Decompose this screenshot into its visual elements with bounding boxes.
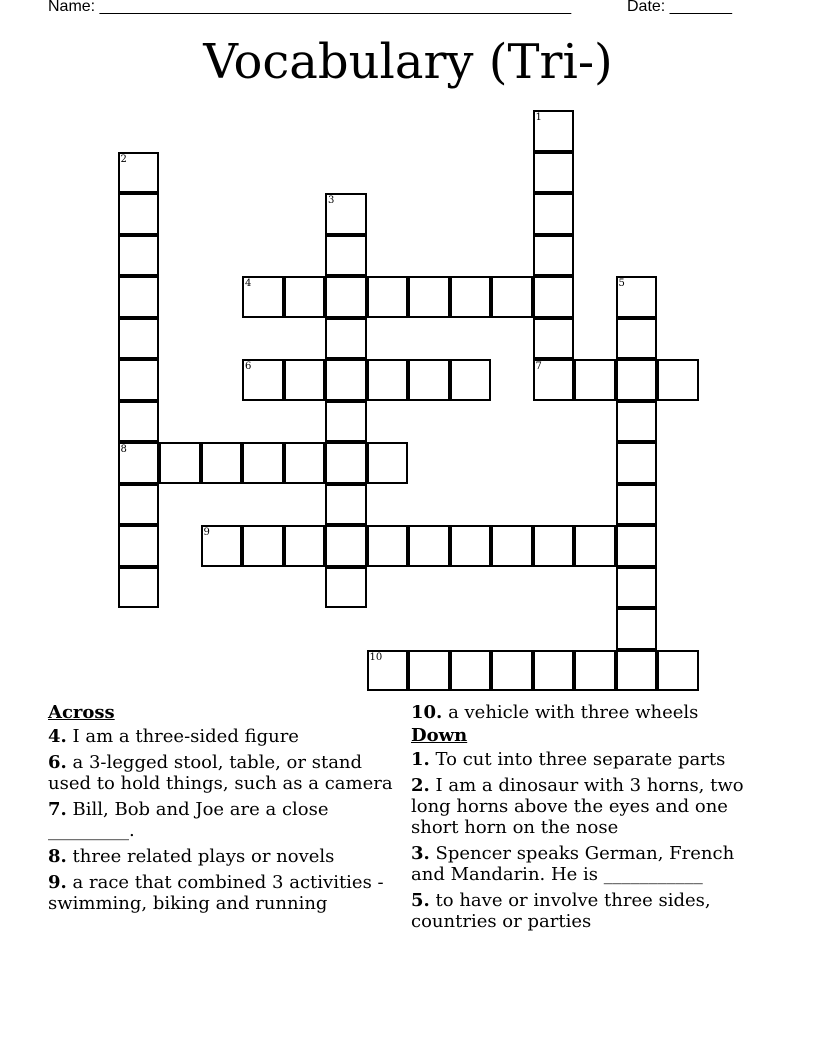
clue-number: 2. <box>411 775 430 796</box>
clue-number-label: 2 <box>120 153 127 165</box>
crossword-cell[interactable] <box>533 110 575 152</box>
crossword-cell[interactable] <box>242 525 284 567</box>
crossword-cell[interactable] <box>408 359 450 401</box>
crossword-cell[interactable] <box>325 318 367 360</box>
crossword-cell[interactable] <box>367 650 409 692</box>
clue-number-label: 10 <box>369 651 383 663</box>
crossword-cell[interactable] <box>408 650 450 692</box>
crossword-cell[interactable] <box>616 318 658 360</box>
clue-across-6 <box>48 752 403 794</box>
clue-text: To cut into three separate parts <box>435 749 726 770</box>
clue-text: Bill, Bob and Joe are a close _________. <box>48 799 329 841</box>
crossword-cell[interactable] <box>242 442 284 484</box>
crossword-cell[interactable] <box>118 152 160 194</box>
clue-across-4 <box>48 726 403 747</box>
crossword-cell[interactable] <box>118 193 160 235</box>
crossword-cell[interactable] <box>491 276 533 318</box>
crossword-cell[interactable] <box>201 525 243 567</box>
clue-number: 1. <box>411 749 430 770</box>
clue-number: 7. <box>48 799 67 820</box>
crossword-cell[interactable] <box>533 318 575 360</box>
clue-text: I am a three-sided figure <box>72 726 299 747</box>
clue-number: 4. <box>48 726 67 747</box>
clue-text: Spencer speaks German, French and Mandarin. He is ___________ <box>411 843 735 885</box>
crossword-cell[interactable] <box>118 525 160 567</box>
clues-right-column <box>411 702 771 937</box>
clues-left-column <box>48 702 403 919</box>
clue-number-label: 4 <box>245 278 252 289</box>
crossword-cell[interactable] <box>491 525 533 567</box>
crossword-cell[interactable] <box>325 525 367 567</box>
down-heading: Down <box>411 725 468 746</box>
crossword-cell[interactable] <box>616 608 658 650</box>
crossword-cell[interactable] <box>284 276 326 318</box>
clue-text: a vehicle with three wheels <box>448 702 699 723</box>
clue-across-8 <box>48 846 403 867</box>
clue-text: a 3-legged stool, table, or stand used to hold things, such as a camera <box>48 752 393 794</box>
page-title: Vocabulary (Tri-) <box>203 34 613 90</box>
clue-number: 5. <box>411 890 430 911</box>
crossword-cell[interactable] <box>533 152 575 194</box>
crossword-cell[interactable] <box>325 359 367 401</box>
crossword-cell[interactable] <box>367 442 409 484</box>
clue-number-label: 8 <box>120 444 127 455</box>
clue-number: 8. <box>48 846 67 867</box>
clue-down-1 <box>411 749 771 770</box>
crossword-cell[interactable] <box>367 525 409 567</box>
crossword-cell[interactable] <box>325 484 367 526</box>
crossword-cell[interactable] <box>242 276 284 318</box>
crossword-cell[interactable] <box>574 359 616 401</box>
date-field-label: Date: _______ <box>627 0 732 15</box>
crossword-cell[interactable] <box>657 359 699 401</box>
clue-down-2 <box>411 775 771 838</box>
crossword-cell[interactable] <box>284 442 326 484</box>
crossword-cell[interactable] <box>325 235 367 277</box>
crossword-cell[interactable] <box>533 650 575 692</box>
clue-number: 9. <box>48 872 67 893</box>
clue-down-5 <box>411 890 771 932</box>
clue-text: to have or involve three sides, countries or parties <box>411 890 711 932</box>
crossword-cell[interactable] <box>325 276 367 318</box>
crossword-cell[interactable] <box>616 359 658 401</box>
crossword-cell[interactable] <box>533 276 575 318</box>
crossword-cell[interactable] <box>616 650 658 692</box>
across-heading: Across <box>48 702 115 723</box>
crossword-cell[interactable] <box>533 193 575 235</box>
clue-across-10 <box>411 702 771 723</box>
crossword-cell[interactable] <box>159 442 201 484</box>
crossword-cell[interactable] <box>242 359 284 401</box>
clue-number-label: 6 <box>245 361 252 372</box>
clue-across-9 <box>48 872 403 914</box>
crossword-cell[interactable] <box>450 650 492 692</box>
crossword-cell[interactable] <box>325 401 367 443</box>
clue-text: a race that combined 3 activities - swimming, biking and running <box>48 872 384 914</box>
crossword-cell[interactable] <box>616 567 658 609</box>
clue-number-label: 7 <box>535 361 542 372</box>
crossword-cell[interactable] <box>450 359 492 401</box>
clue-text: three related plays or novels <box>72 846 335 867</box>
crossword-cell[interactable] <box>118 442 160 484</box>
crossword-cell[interactable] <box>533 525 575 567</box>
clue-number: 3. <box>411 843 430 864</box>
crossword-cell[interactable] <box>118 567 160 609</box>
clue-number-label: 5 <box>618 278 625 289</box>
crossword-cell[interactable] <box>616 525 658 567</box>
crossword-cell[interactable] <box>367 359 409 401</box>
clue-number-label: 3 <box>328 195 335 206</box>
crossword-cell[interactable] <box>118 235 160 277</box>
crossword-cell[interactable] <box>616 401 658 443</box>
crossword-cell[interactable] <box>325 567 367 609</box>
crossword-cell[interactable] <box>574 650 616 692</box>
crossword-cell[interactable] <box>408 525 450 567</box>
clue-number: 10. <box>411 702 443 723</box>
crossword-cell[interactable] <box>118 401 160 443</box>
crossword-cell[interactable] <box>284 359 326 401</box>
crossword-cell[interactable] <box>118 484 160 526</box>
crossword-cell[interactable] <box>118 276 160 318</box>
crossword-cell[interactable] <box>533 235 575 277</box>
crossword-cell[interactable] <box>657 650 699 692</box>
crossword-cell[interactable] <box>201 442 243 484</box>
clue-number-label: 1 <box>535 112 542 123</box>
name-field-label: Name: _____________________________________________________ <box>48 0 572 15</box>
crossword-cell[interactable] <box>367 276 409 318</box>
crossword-cell[interactable] <box>616 442 658 484</box>
crossword-cell[interactable] <box>450 276 492 318</box>
crossword-cell[interactable] <box>533 359 575 401</box>
clue-number: 6. <box>48 752 67 773</box>
crossword-cell[interactable] <box>616 276 658 318</box>
crossword-cell[interactable] <box>450 525 492 567</box>
clue-across-7 <box>48 799 403 841</box>
crossword-cell[interactable] <box>325 442 367 484</box>
crossword-cell[interactable] <box>408 276 450 318</box>
crossword-cell[interactable] <box>616 484 658 526</box>
crossword-cell[interactable] <box>284 525 326 567</box>
clue-text: I am a dinosaur with 3 horns, two long horns above the eyes and one short horn on the nose <box>411 775 744 838</box>
clue-number-label: 9 <box>203 527 210 538</box>
crossword-cell[interactable] <box>325 193 367 235</box>
crossword-cell[interactable] <box>118 318 160 360</box>
crossword-cell[interactable] <box>118 359 160 401</box>
crossword-cell[interactable] <box>491 650 533 692</box>
clue-down-3 <box>411 843 771 885</box>
crossword-cell[interactable] <box>574 525 616 567</box>
